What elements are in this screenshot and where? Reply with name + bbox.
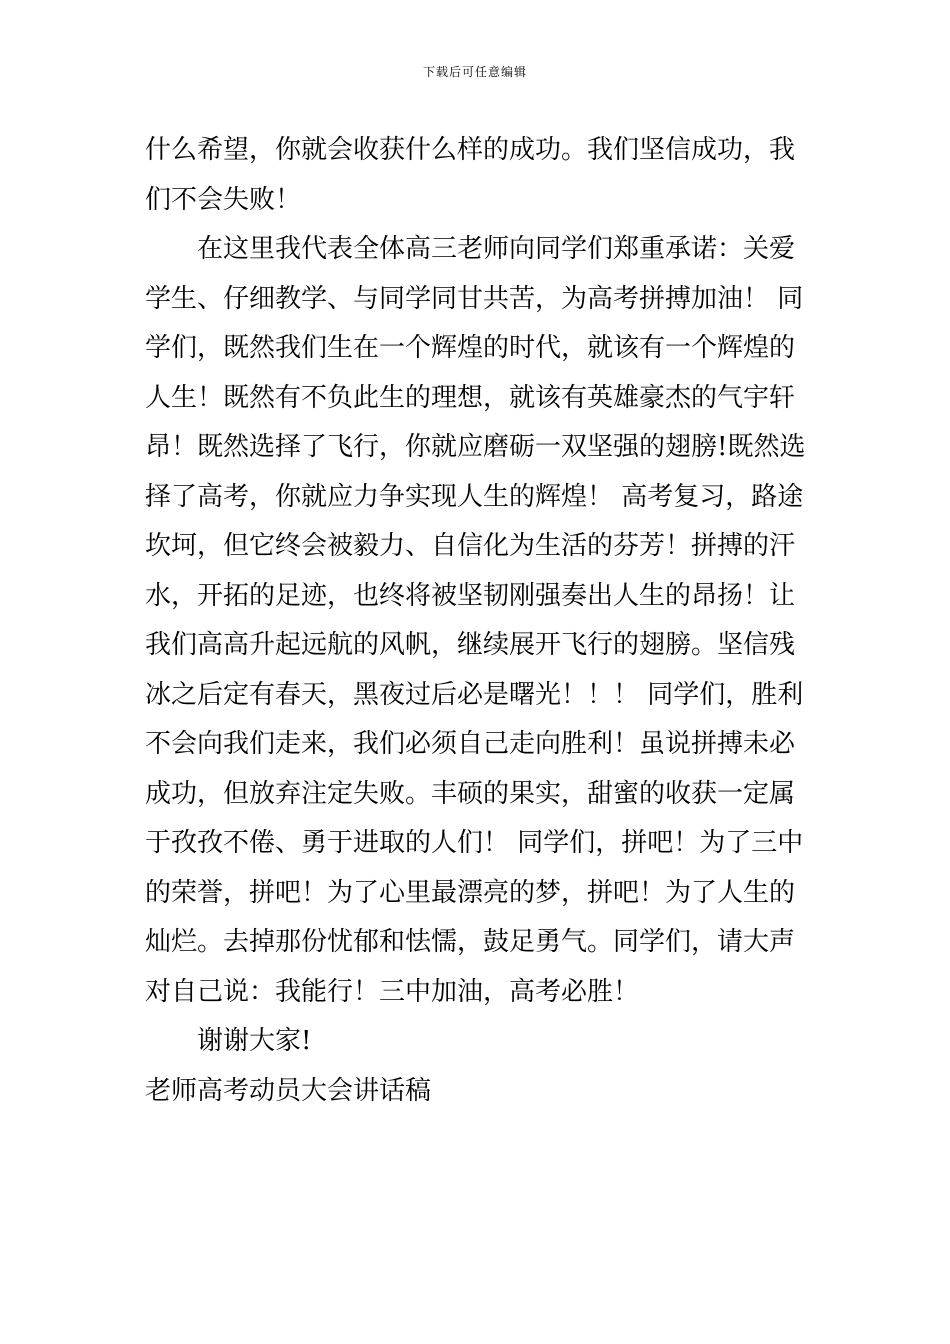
closing-line: 谢谢大家! (197, 1026, 312, 1056)
text-line: 人生！既然有不负此生的理想，就该有英雄豪杰的气宇轩 (145, 382, 796, 413)
section-title: 老师高考动员大会讲话稿 (145, 1075, 432, 1106)
text-line: 什么希望，你就会收获什么样的成功。我们坚信成功，我 (145, 135, 796, 165)
text-line: 不会向我们走来，我们必须自己走向胜利！虽说拼搏未必 (145, 729, 796, 759)
text-line: 我们高高升起远航的风帆，继续展开飞行的翅膀。坚信残 (145, 630, 796, 660)
text-line: 于孜孜不倦、勇于进取的人们！ 同学们，拼吧！为了三中 (145, 828, 804, 858)
text-line: 昂！既然选择了飞行，你就应磨砺一双坚强的翅膀!既然选 (145, 432, 806, 462)
text-line: 学们，既然我们生在一个辉煌的时代，就该有一个辉煌的 (145, 333, 796, 363)
text-line: 择了高考，你就应力争实现人生的辉煌！ 高考复习，路途 (145, 481, 804, 512)
page-header: 下载后可任意编辑 (422, 65, 527, 79)
text-line: 学生、仔细教学、与同学同甘共苦，为高考拼搏加油！ 同 (145, 283, 804, 314)
text-line: 冰之后定有春天，黑夜过后必是曙光！！！ 同学们，胜利 (145, 679, 804, 710)
text-line: 们不会失败！ (145, 184, 302, 215)
text-line: 坎坷，但它终会被毅力、自信化为生活的芬芳！拼搏的汗 (145, 531, 796, 561)
text-line: 在这里我代表全体高三老师向同学们郑重承诺：关爱 (197, 234, 796, 264)
text-line: 的荣誉，拼吧！为了心里最漂亮的梦，拼吧！为了人生的 (145, 877, 796, 908)
text-line: 成功，但放弃注定失败。丰硕的果实，甜蜜的收获一定属 (145, 778, 796, 809)
document-body (145, 126, 815, 1116)
text-line: 对自己说：我能行！三中加油，高考必胜！ (145, 976, 640, 1007)
text-line: 水，开拓的足迹，也终将被坚韧刚强奏出人生的昂扬！让 (145, 580, 796, 611)
text-line: 灿烂。去掉那份忧郁和怯懦，鼓足勇气。同学们，请大声 (145, 927, 796, 957)
